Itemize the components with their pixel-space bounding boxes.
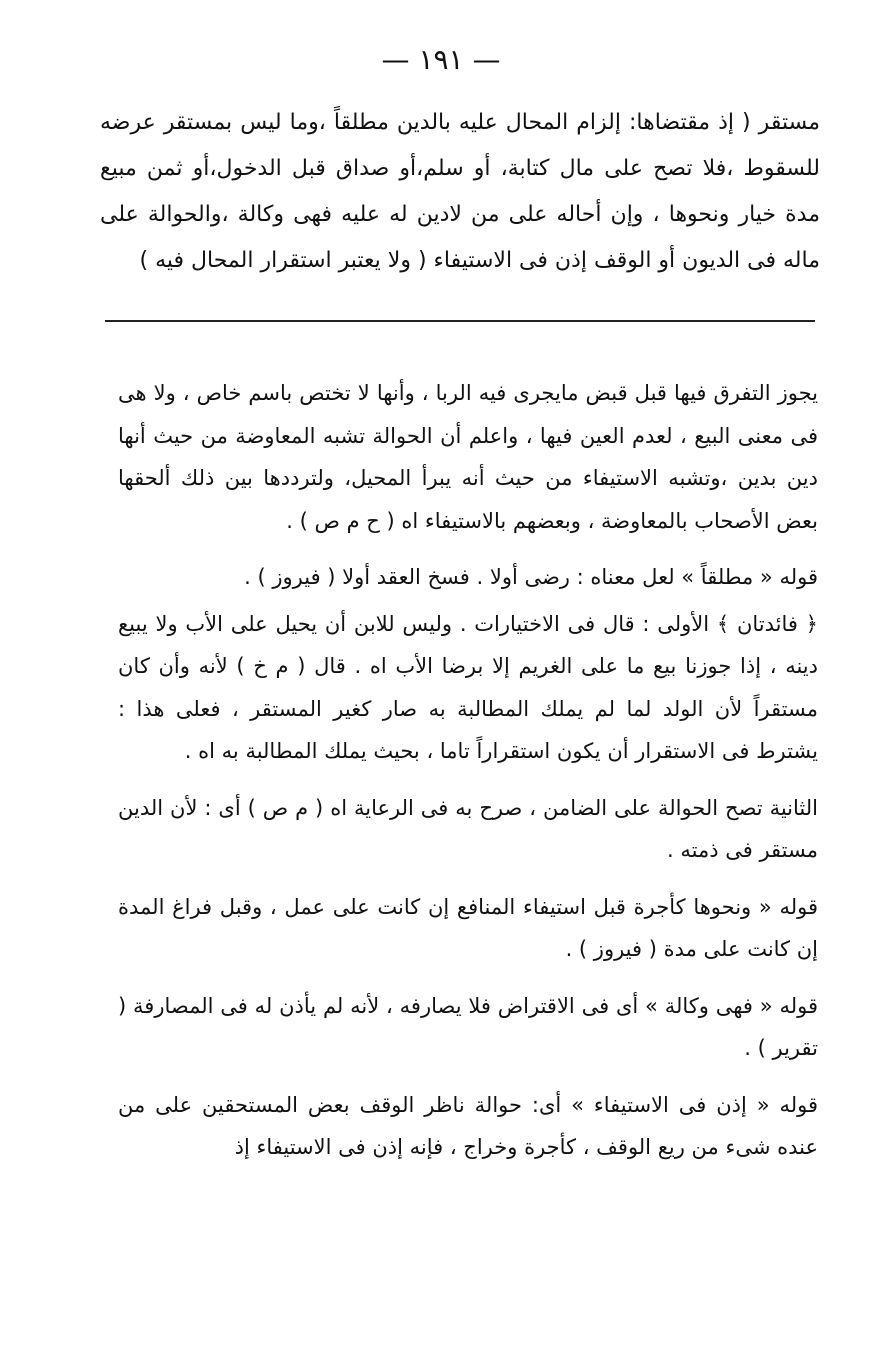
commentary-paragraph: قوله « إذن فى الاستيفاء » أى: حوالة ناظر الوقف بعض المستحقين على من عنده شىء من ريع الوقف ، كأجرة وخراج ، فإنه إذن فى الاستيفاء إذ bbox=[118, 1092, 818, 1159]
commentary-paragraph: ﴿ فائدتان ﴾ الأولى : قال فى الاختيارات . وليس للابن أن يحيل على الأب ولا يبيع دينه ، إذا جوزنا بيع ما على الغريم إلا برضا الأب اه . قال ( م خ ) لأنه وأن كان مستقراً لأن الولد لما لم يملك المطالبة به صار كغير المستقر ، فعلى هذا : يشترط فى الاستقرار أن يكون استقراراً تاما ، بحيث يملك المطالبة به اه . bbox=[118, 611, 818, 763]
commentary-paragraph: قوله « مطلقاً » لعل معناه : رضى أولا . فسخ العقد أولا ( فيروز ) . bbox=[244, 565, 818, 589]
main-text-block bbox=[100, 100, 820, 284]
commentary-paragraph: يجوز التفرق فيها قبل قبض مايجرى فيه الربا ، وأنها لا تختص باسم خاص ، ولا هى فى معنى البيع ، لعدم العين فيها ، واعلم أن الحوالة تشبه المعاوضة من حيث أنها دين بدين ،وتشبه الاستيفاء من حيث أنه يبرأ المحيل، ولترددها بين ذلك ألحقها بعض الأصحاب بالمعاوضة ، وبعضهم بالاستيفاء اه ( ح م ص ) . bbox=[118, 381, 818, 533]
footnote-separator bbox=[105, 320, 815, 322]
main-text: مستقر ( إذ مقتضاها: إلزام المحال عليه بالدين مطلقاً ،وما ليس بمستقر عرضه للسقوط ،فلا تصح على مال كتابة، أو سلم،أو صداق قبل الدخول،أو ثمن مبيع مدة خيار ونحوها ، وإن أحاله على من لادين له عليه فهى وكالة ،والحوالة على ماله فى الديون أو الوقف إذن فى الاستيفاء ( ولا يعتبر استقرار المحال فيه ) bbox=[100, 110, 820, 273]
page-number: — ١٩١ — bbox=[381, 43, 501, 76]
commentary-block bbox=[118, 372, 818, 1183]
commentary-paragraph: الثانية تصح الحوالة على الضامن ، صرح به فى الرعاية اه ( م ص ) أى : لأن الدين مستقر فى ذمته . bbox=[118, 795, 818, 862]
commentary-paragraph: قوله « فهى وكالة » أى فى الاقتراض فلا يصارفه ، لأنه لم يأذن له فى المصارفة ( تقرير ) . bbox=[118, 993, 818, 1060]
commentary-paragraph: قوله « ونحوها كأجرة قبل استيفاء المنافع إن كانت على عمل ، وقبل فراغ المدة إن كانت على مدة ( فيروز ) . bbox=[118, 894, 818, 961]
